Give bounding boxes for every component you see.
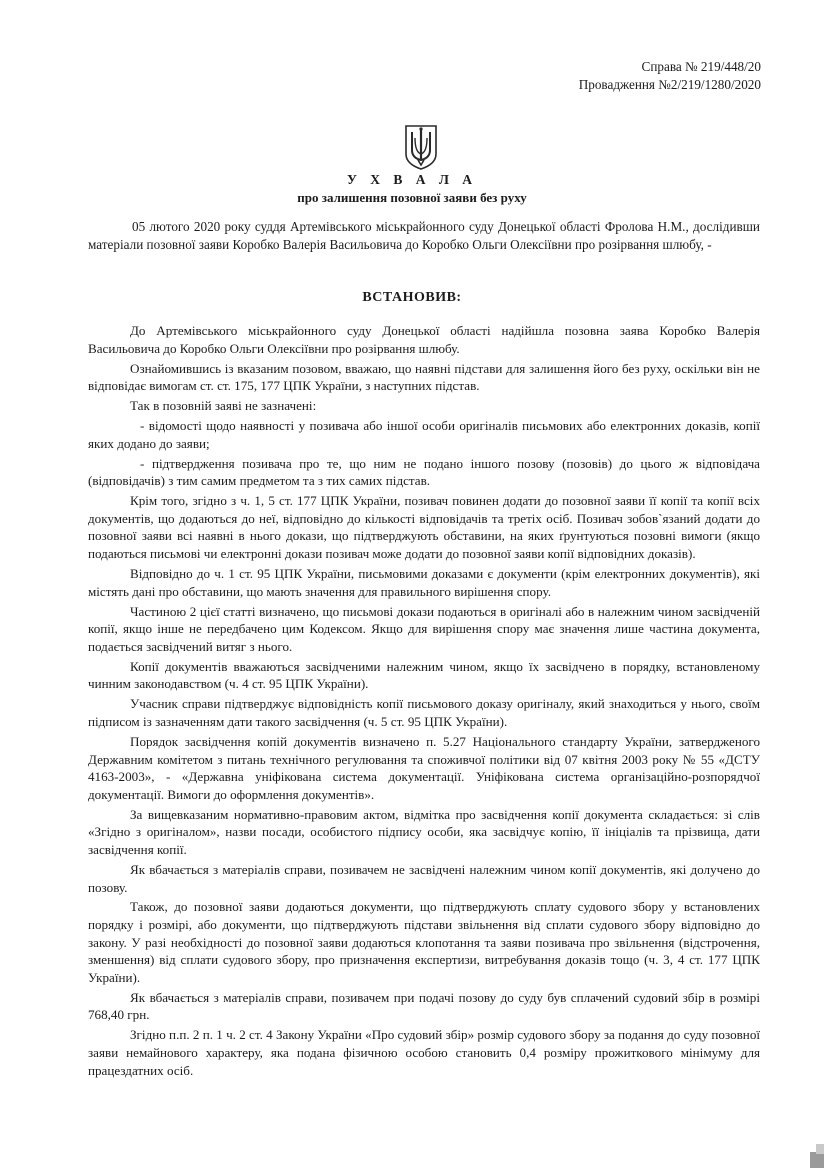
section-heading: ВСТАНОВИВ: xyxy=(362,290,462,305)
proceeding-number: Провадження №2/219/1280/2020 xyxy=(578,77,761,92)
paragraph: - підтвердження позивача про те, що ним не подано іншого позову (позовів) до цього ж відповідача (відповідачів) з тим самим предметом та з тих самих підстав. xyxy=(88,455,760,489)
paragraph: Згідно п.п. 2 п. 1 ч. 2 ст. 4 Закону України «Про судовий збір» розмір судового збору за подання до суду позовної заяви немайнового характеру, яка подана фізичною особою становить 0,4 розміру прожиткового мінімуму для працездатних осіб. xyxy=(88,1027,760,1078)
paragraph: Крім того, згідно з ч. 1, 5 ст. 177 ЦПК України, позивач повинен додати до позовної заяви її копії та копії всіх документів, що додаються до неї, відповідно до кількості відповідачів та третіх осіб. Позивач зобов`язаний додати до позовної заяви всі наявні в нього докази, що підтверджують обставини, на яких ґрунтуються позовні вимоги (якщо подаються письмові чи електронні докази позивач може додати до позовної заяви копії відповідних доказів). xyxy=(88,493,760,562)
paragraph: Так в позовній заяві не зазначені: xyxy=(130,398,317,414)
paragraph: Учасник справи підтверджує відповідність копії письмового доказу оригіналу, який знаходиться у нього, своїм підписом із зазначенням дати такого засвідчення (ч. 5 ст. 95 ЦПК України). xyxy=(88,696,760,729)
paragraph: До Артемівського міськрайонного суду Донецької області надійшла позовна заява Коробко Валерія Васильовича до Коробко Ольги Олексіївни про розірвання шлюбу. xyxy=(88,323,760,356)
case-reference xyxy=(579,58,761,94)
ruling-body xyxy=(88,322,760,1082)
paragraph: Частиною 2 цієї статті визначено, що письмові докази подаються в оригіналі або в належним чином засвідченій копії, якщо інше не передбачено цим Кодексом. Якщо для вирішення спору має значення лише частина документа, подається засвідчений витяг з нього. xyxy=(88,603,760,654)
paragraph: Ознайомившись із вказаним позовом, вважаю, що наявні підстави для залишення його без руху, оскільки він не відповідає вимогам ст. ст. 175, 177 ЦПК України, з наступних підстав. xyxy=(88,360,760,394)
paragraph: Як вбачається з матеріалів справи, позивачем не засвідчені належним чином копії документів, які долучено до позову. xyxy=(88,861,760,895)
paragraph: За вищевказаним нормативно-правовим актом, відмітка про засвідчення копії документа складається: зі слів «Згідно з оригіналом», назви посади, особистого підпису особи, яка засвідчує копію, її ініціалів та прізвища, дати засвідчення копії. xyxy=(88,806,760,857)
paragraph: - відомості щодо наявності у позивача або іншої особи оригіналів письмових або електронних доказів, копії яких додано до заяви; xyxy=(88,418,760,451)
paragraph: Також, до позовної заяви додаються документи, що підтверджують сплату судового збору у встановлених порядку і розмірі, або документи, що підтверджують підстави звільнення від сплати судового збору відповідно до закону. У разі необхідності до позовної заяви додаються клопотання та заяви позивача про звільнення (відстрочення, зменшення) від сплати судового збору, про призначення експертизи, витребування доказів тощо (ч. 3, 4 ст. 177 ЦПК України). xyxy=(88,899,760,985)
trident-coat-of-arms-icon xyxy=(404,124,438,170)
case-number: Справа № 219/448/20 xyxy=(641,59,761,74)
intro-paragraph xyxy=(88,218,760,254)
scan-edge-artifact xyxy=(794,1138,824,1168)
paragraph: Як вбачається з матеріалів справи, позивачем при подачі позову до суду був сплачений судовий збір в розмірі 768,40 грн. xyxy=(88,989,760,1023)
paragraph: Порядок засвідчення копій документів визначено п. 5.27 Національного стандарту України, затвердженого Державним комітетом з питань технічного регулювання та споживчої політики від 07 квітня 2003 року № 55 «ДСТУ 4163-2003», - «Державна уніфікована система документації. Уніфікована система організаційно-розпорядчої документації. Вимоги до оформлення документів». xyxy=(88,733,760,802)
document-subtitle: про залишення позовної заяви без руху xyxy=(297,190,527,205)
intro-text: 05 лютого 2020 року суддя Артемівського міськрайонного суду Донецької області Фролова Н.М., дослідивши матеріали позовної заяви Коробко Валерія Васильовича до Коробко Ольги Олексіївни про розірвання шлюбу, - xyxy=(88,219,760,252)
paragraph: Відповідно до ч. 1 ст. 95 ЦПК України, письмовими доказами є документи (крім електронних документів), які містять дані про обставини, що мають значення для правильного вирішення спору. xyxy=(88,566,760,599)
paragraph: Копії документів вважаються засвідченими належним чином, якщо їх засвідчено в порядку, встановленому чинним законодавством (ч. 4 ст. 95 ЦПК України). xyxy=(88,658,760,692)
document-title: У Х В А Л А xyxy=(346,172,478,187)
